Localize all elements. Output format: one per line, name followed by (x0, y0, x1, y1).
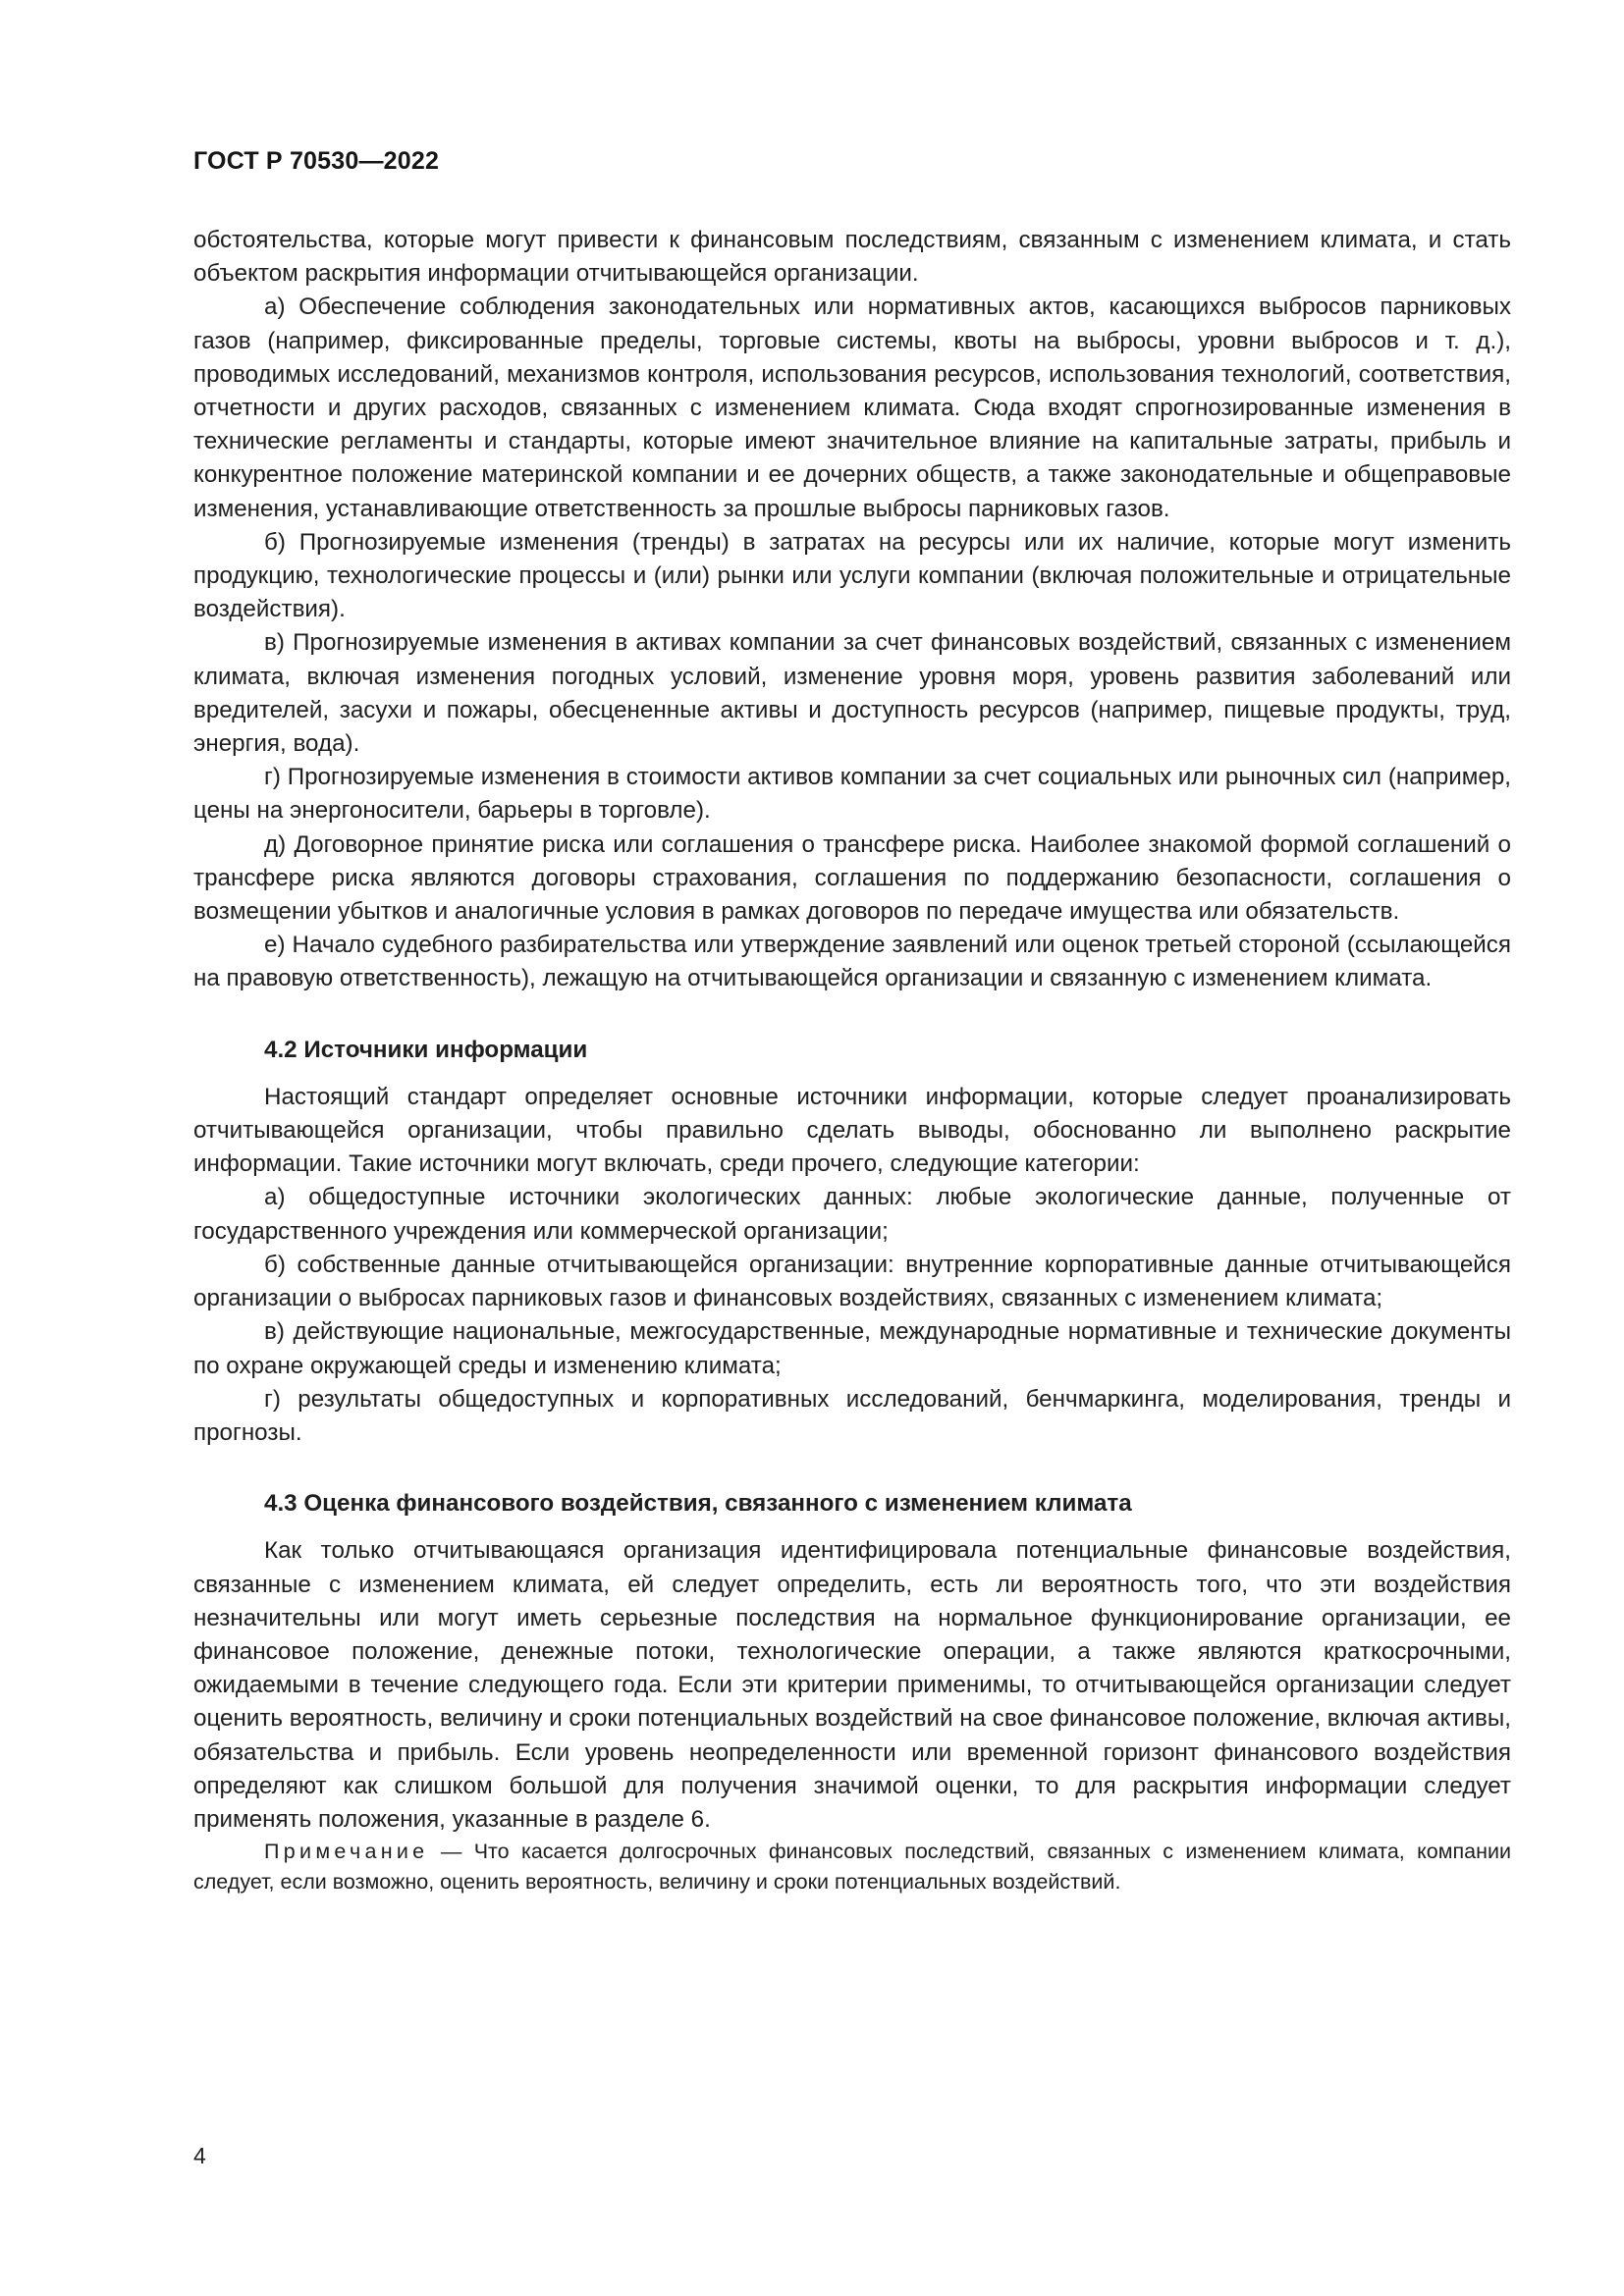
list-item: в) действующие национальные, межгосударственные, международные нормативные и технические документы по охране окружающей среды и изменению климата; (193, 1318, 1511, 1379)
list-item: г) результаты общедоступных и корпоративных исследований, бенчмаркинга, моделирования, тренды и прогнозы. (193, 1385, 1511, 1446)
page-number: 4 (193, 2143, 206, 2168)
document-body (193, 224, 1511, 1897)
list-item: а) Обеспечение соблюдения законодательных или нормативных актов, касающихся выбросов парниковых газов (например, фиксированные пределы, торговые системы, квоты на выбросы, уровни выбросов и т. д.), проводимых исследований, механизмов контроля, использования ресурсов, использования технологий, соответствия, отчетности и других расходов, связанных с изменением климата. Сюда входят спрогнозированные изменения в технические регламенты и стандарты, которые имеют значительное влияние на капитальные затраты, прибыль и конкурентное положение материнской компании и ее дочерних обществ, а также законодательные и общеправовые изменения, устанавливающие ответственность за прошлые выбросы парниковых газов. (193, 294, 1511, 522)
document-header-title: ГОСТ Р 70530—2022 (193, 147, 440, 175)
paragraph: Настоящий стандарт определяет основные источники информации, которые следует проанализировать отчитывающейся организации, чтобы правильно сделать выводы, обоснованно ли выполнено раскрытие информации. Такие источники могут включать, среди прочего, следующие категории: (193, 1083, 1511, 1178)
list-item: а) общедоступные источники экологических данных: любые экологические данные, полученные от государственного учреждения или коммерческой организации; (193, 1184, 1511, 1245)
list-item: е) Начало судебного разбирательства или утверждение заявлений или оценок третьей стороной (ссылающейся на правовую ответственность), лежащую на отчитывающейся организации и связанную с изменением климата. (193, 932, 1511, 992)
paragraph: Как только отчитывающаяся организация идентифицировала потенциальные финансовые воздействия, связанные с изменением климата, ей следует определить, есть ли вероятность того, что эти воздействия незначительны или могут иметь серьезные последствия на нормальное функционирование организации, ее финансовое положение, денежные потоки, технологические операции, а также являются краткосрочными, ожидаемыми в течение следующего года. Если эти критерии применимы, то отчитывающейся организации следует оценить вероятность, величину и сроки потенциальных воздействий на свое финансовое положение, включая активы, обязательства и прибыль. Если уровень неопределенности или временной горизонт финансового воздействия определяют как слишком большой для получения значимой оценки, то для раскрытия информации следует применять положения, указанные в разделе 6. (193, 1537, 1511, 1833)
list-item: д) Договорное принятие риска или соглашения о трансфере риска. Наиболее знакомой формой соглашений о трансфере риска являются договоры страхования, соглашения по поддержанию безопасности, соглашения о возмещении убытков и аналогичные условия в рамках договоров по передаче имущества или обязательств. (193, 830, 1511, 926)
note (193, 1837, 1511, 1897)
list-item: в) Прогнозируемые изменения в активах компании за счет финансовых воздействий, связанных с изменением климата, включая изменения погодных условий, изменение уровня моря, уровень развития заболеваний или вредителей, засухи и пожары, обесцененные активы и доступность ресурсов (например, пищевые продукты, труд, энергия, вода). (193, 629, 1511, 758)
paragraph: обстоятельства, которые могут привести к финансовым последствиям, связанным с изменением климата, и стать объектом раскрытия информации отчитывающейся организации. (193, 227, 1511, 288)
list-item: б) Прогнозируемые изменения (тренды) в затратах на ресурсы или их наличие, которые могут изменить продукцию, технологические процессы и (или) рынки или услуги компании (включая положительные и отрицательные воздействия). (193, 528, 1511, 623)
section-heading-4-2: 4.2 Источники информации (264, 1036, 588, 1063)
list-item: г) Прогнозируемые изменения в стоимости активов компании за счет социальных или рыночных сил (например, цены на энергоносители, барьеры в торговле). (193, 764, 1511, 825)
list-item: б) собственные данные отчитывающейся организации: внутренние корпоративные данные отчитывающейся организации о выбросах парниковых газов и финансовых воздействиях, связанных с изменением климата; (193, 1251, 1511, 1312)
note-label: Примечание (264, 1840, 429, 1864)
note-text: — Что касается долгосрочных финансовых последствий, связанных с изменением климата, компании следует, если возможно, оценить вероятность, величину и сроки потенциальных воздействий. (193, 1840, 1511, 1895)
section-heading-4-3: 4.3 Оценка финансового воздействия, связанного с изменением климата (264, 1490, 1132, 1518)
